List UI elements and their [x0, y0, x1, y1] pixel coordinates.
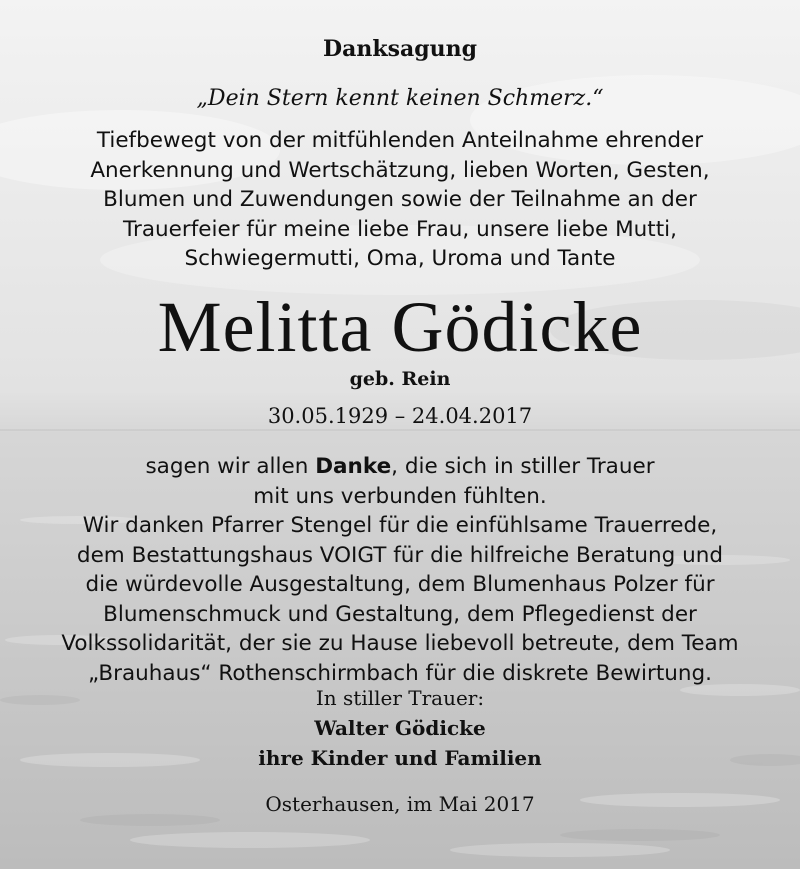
intro-line: Schwiegermutti, Oma, Uroma und Tante — [184, 246, 616, 271]
thanks-line: Blumenschmuck und Gestaltung, dem Pflegedienst der — [103, 601, 697, 627]
thanks-line: „Brauhaus“ Rothenschirmbach für die diskrete Bewirtung. — [88, 660, 712, 686]
birth-name: geb. Rein — [349, 368, 451, 390]
thanks-text: , die sich in stiller Trauer — [391, 454, 655, 479]
thanks-paragraph — [0, 452, 800, 688]
thanks-line: mit uns verbunden fühlten. — [253, 483, 547, 509]
thanks-line: die würdevolle Ausgestaltung, dem Blumenhaus Polzer für — [85, 572, 715, 597]
thanks-line — [0, 452, 800, 482]
place-date: Osterhausen, im Mai 2017 — [265, 792, 535, 816]
heading: Danksagung — [323, 36, 477, 62]
intro-line: Trauerfeier für meine liebe Frau, unsere liebe Mutti, — [123, 216, 677, 242]
intro-paragraph — [0, 126, 800, 274]
thanks-line: Volkssolidarität, der sie zu Hause liebevoll betreute, dem Team — [61, 631, 739, 656]
thanks-line: dem Bestattungshaus VOIGT für die hilfreiche Beratung und — [76, 542, 724, 568]
signature-family: ihre Kinder und Familien — [258, 746, 542, 770]
signature-name: Walter Gödicke — [314, 716, 486, 740]
intro-line: Anerkennung und Wertschätzung, lieben Worten, Gesten, — [90, 157, 710, 183]
thanks-text: sagen wir allen — [145, 454, 316, 479]
thanks-line: Wir danken Pfarrer Stengel für die einfühlsame Trauerrede, — [82, 513, 718, 538]
intro-line: Tiefbewegt von der mitfühlenden Anteilnahme ehrender — [96, 128, 704, 153]
intro-line: Blumen und Zuwendungen sowie der Teilnahme an der — [103, 187, 697, 212]
danke-word: Danke — [315, 454, 392, 479]
deceased-name: Melitta Gödicke — [157, 287, 643, 367]
signature-intro: In stiller Trauer: — [315, 686, 485, 710]
life-dates: 30.05.1929 – 24.04.2017 — [267, 404, 533, 428]
motto: „Dein Stern kennt keinen Schmerz.“ — [196, 86, 604, 111]
